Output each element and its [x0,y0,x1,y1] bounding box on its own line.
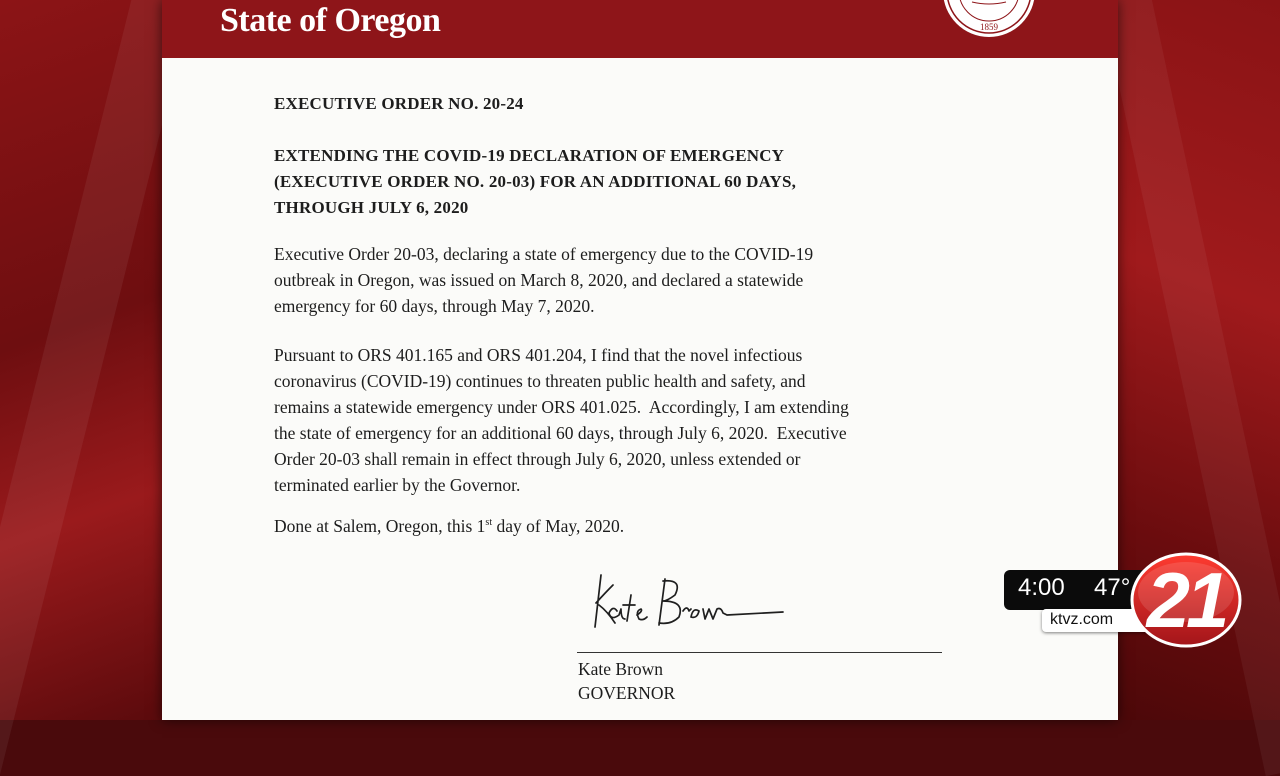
done-prefix: Done at Salem, Oregon, this 1 [274,516,486,536]
heading-line: EXTENDING THE COVID-19 DECLARATION OF EMERGENCY [274,146,785,165]
station-website: ktvz.com [1050,611,1114,628]
heading-line: THROUGH JULY 6, 2020 [274,198,469,217]
paragraph-line: outbreak in Oregon, was issued on March 8, 2020, and declared a statewide [274,270,804,290]
paragraph-line: coronavirus (COVID-19) continues to threaten public health and safety, and [274,371,806,391]
letterhead-banner [162,0,1118,58]
signer-name: Kate Brown [578,659,664,679]
paragraph-line: the state of emergency for an additional 60 days, through July 6, 2020. Executive [274,423,847,443]
paragraph-line: Executive Order 20-03, declaring a state of emergency due to the COVID-19 [274,244,814,264]
governor-signature [587,565,787,640]
executive-order-document [162,0,1118,720]
paragraph-background [274,241,954,319]
done-suffix: day of May, 2020. [492,516,625,536]
temperature: 47° [1094,574,1131,601]
state-seal-icon [942,0,1036,38]
done-at-statement [274,516,624,537]
paragraph-line: remains a statewide emergency under ORS 401.025. Accordingly, I am extending [274,397,849,417]
signature-line [577,652,942,653]
paragraph-line: emergency for 60 days, through May 7, 2020. [274,296,595,316]
signer-title: GOVERNOR [578,683,676,703]
paragraph-order [274,342,954,498]
clock-time: 4:00 [1018,574,1065,601]
background-left-panel [0,0,170,720]
heading-line: (EXECUTIVE ORDER NO. 20-03) FOR AN ADDITIONAL 60 DAYS, [274,172,797,191]
letterhead-title: State of Oregon [220,2,441,39]
seal-year: 1859 [980,22,998,32]
paragraph-line: terminated earlier by the Governor. [274,475,521,495]
background-stripe [1095,0,1280,776]
order-number: EXECUTIVE ORDER NO. 20-24 [274,94,524,113]
done-ordinal: st [485,517,493,528]
order-heading [274,143,914,221]
paragraph-line: Order 20-03 shall remain in effect through July 6, 2020, unless extended or [274,449,801,469]
paragraph-line: Pursuant to ORS 401.165 and ORS 401.204, I find that the novel infectious [274,345,803,365]
channel-number: 21 [1146,556,1226,644]
